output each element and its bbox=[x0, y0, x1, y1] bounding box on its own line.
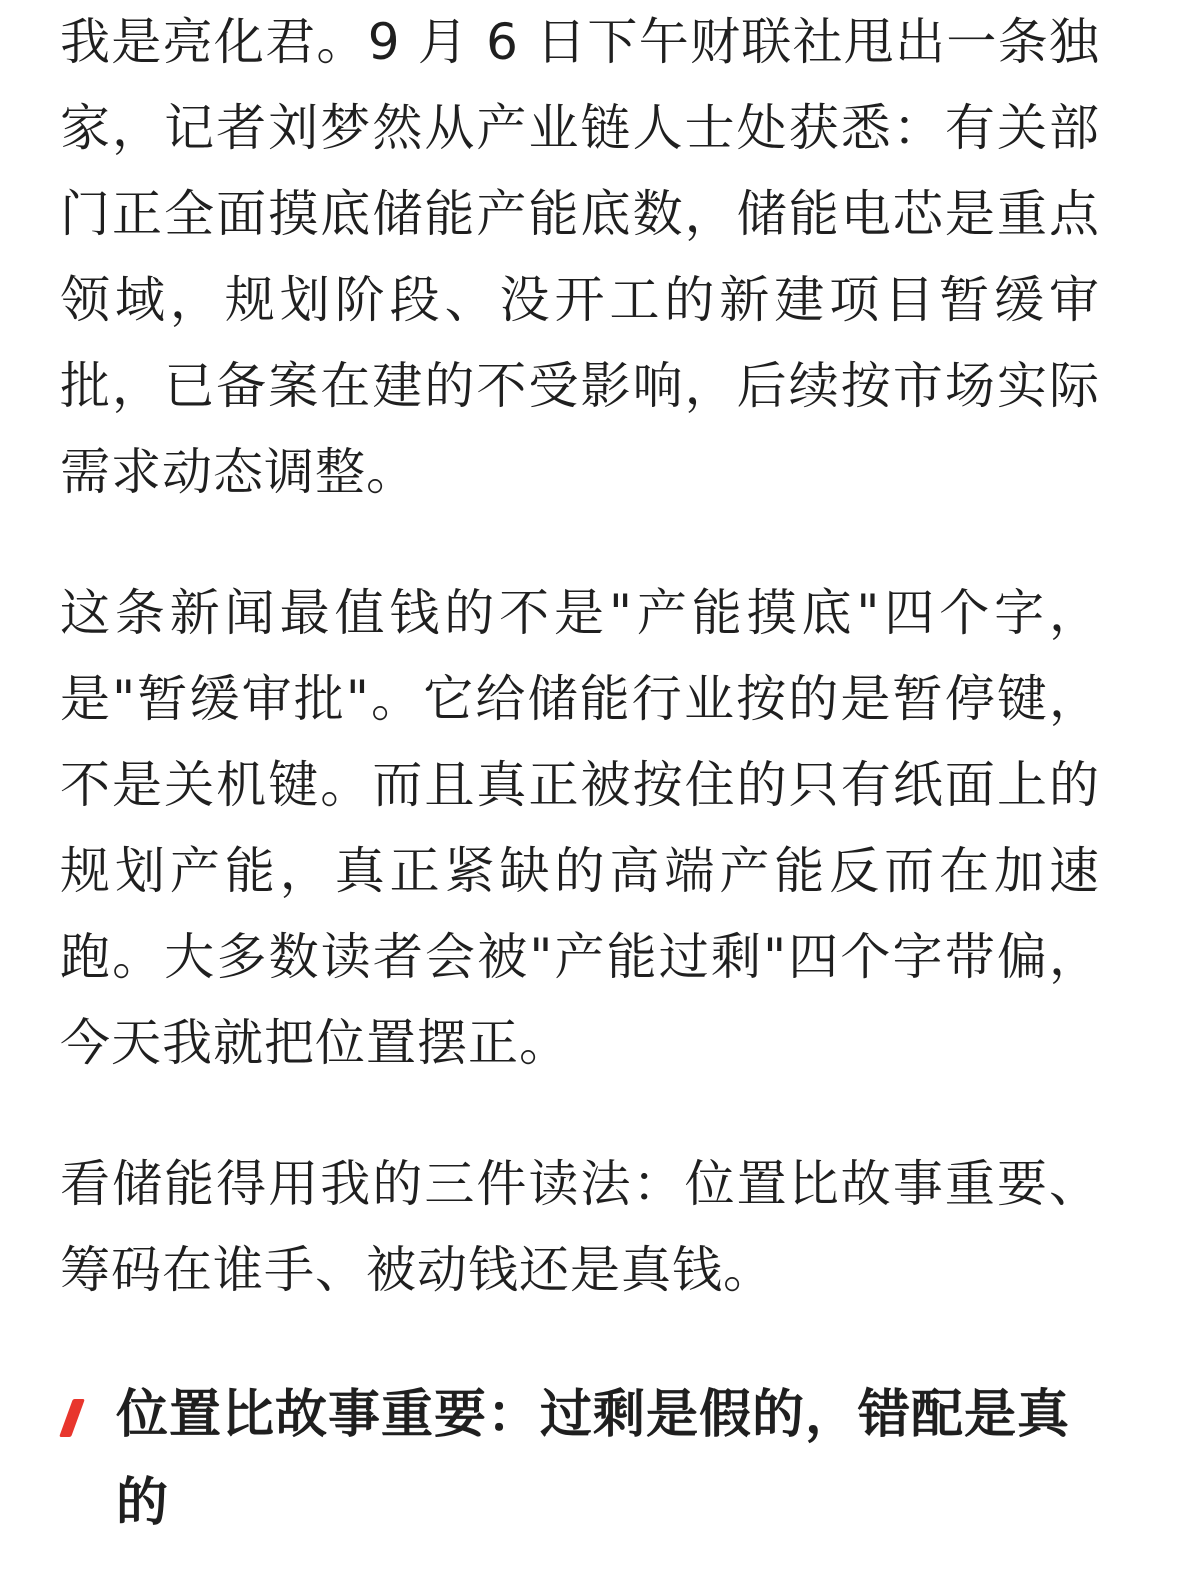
section-heading bbox=[60, 1371, 1100, 1547]
section-heading-text: 位置比故事重要：过剩是假的，错配是真的 bbox=[116, 1385, 1071, 1533]
paragraph-intro: 我是亮化君。9 月 6 日下午财联社甩出一条独家，记者刘梦然从产业链人士处获悉：有关部门正全面摸底储能产能底数，储能电芯是重点领域，规划阶段、没开工的新建项目暂缓审批，已备案在建的不受影响，后续按市场实际需求动态调整。 bbox=[60, 13, 1100, 501]
article-body bbox=[60, 0, 1100, 1547]
paragraph-method: 看储能得用我的三件读法：位置比故事重要、筹码在谁手、被动钱还是真钱。 bbox=[60, 1155, 1100, 1299]
paragraph-analysis: 这条新闻最值钱的不是"产能摸底"四个字，是"暂缓审批"。它给储能行业按的是暂停键，不是关机键。而且真正被按住的只有纸面上的规划产能，真正紧缺的高端产能反而在加速跑。大多数读者会被"产能过剩"四个字带偏，今天我就把位置摆正。 bbox=[60, 584, 1100, 1072]
